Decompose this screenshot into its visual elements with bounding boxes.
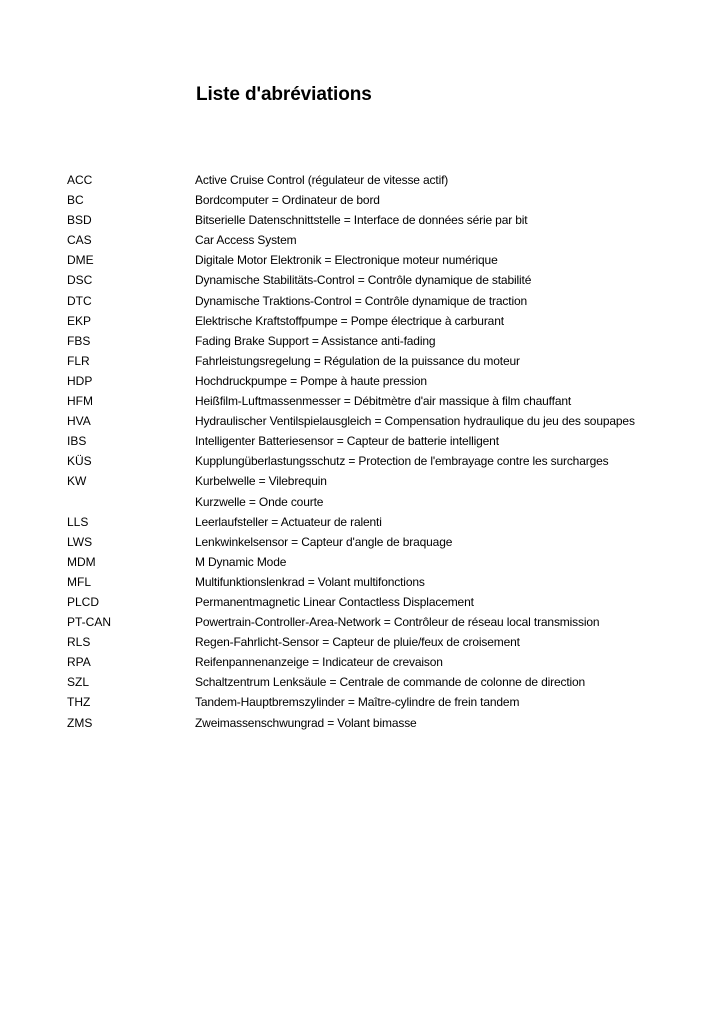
- abbreviation-definition: Permanentmagnetic Linear Contactless Displacement: [195, 594, 474, 609]
- abbreviation-code: FLR: [67, 353, 90, 368]
- abbreviation-row: [0, 532, 724, 552]
- abbreviation-code: BC: [67, 193, 84, 208]
- abbreviation-row: [0, 170, 724, 190]
- abbreviation-definition: Zweimassenschwungrad = Volant bimasse: [195, 715, 417, 730]
- abbreviation-code: KÜS: [67, 454, 92, 469]
- abbreviation-code: MFL: [67, 574, 91, 589]
- abbreviation-definition: Lenkwinkelsensor = Capteur d'angle de braquage: [195, 534, 453, 549]
- abbreviation-definition: Hochdruckpumpe = Pompe à haute pression: [195, 373, 427, 388]
- abbreviation-definition: Regen-Fahrlicht-Sensor = Capteur de pluie/feux de croisement: [195, 635, 520, 650]
- abbreviation-definition: Fahrleistungsregelung = Régulation de la puissance du moteur: [195, 353, 520, 368]
- abbreviation-row: [0, 371, 724, 391]
- abbreviation-code: SZL: [67, 675, 90, 690]
- abbreviation-definition: M Dynamic Mode: [195, 554, 287, 569]
- abbreviation-definition: Active Cruise Control (régulateur de vitesse actif): [195, 173, 449, 187]
- abbreviation-code: RLS: [67, 635, 91, 650]
- abbreviation-row: [0, 492, 724, 512]
- abbreviation-code: DME: [67, 253, 94, 268]
- abbreviation-code: FBS: [67, 333, 91, 348]
- abbreviation-code: HFM: [67, 394, 93, 409]
- abbreviation-row: [0, 331, 724, 351]
- abbreviation-row: [0, 451, 724, 471]
- abbreviation-code: KW: [67, 474, 87, 489]
- abbreviation-row: [0, 411, 724, 431]
- abbreviation-row: [0, 713, 724, 733]
- abbreviation-row: [0, 592, 724, 612]
- abbreviation-row: [0, 250, 724, 270]
- abbreviation-definition: Leerlaufsteller = Actuateur de ralenti: [195, 514, 382, 529]
- abbreviation-code: PLCD: [67, 594, 100, 609]
- abbreviation-definition: Dynamische Traktions-Control = Contrôle dynamique de traction: [195, 293, 528, 308]
- abbreviation-definition: Fading Brake Support = Assistance anti-fading: [195, 333, 436, 348]
- abbreviation-row: [0, 512, 724, 532]
- page-title: Liste d'abréviations: [196, 84, 372, 105]
- abbreviation-definition: Tandem-Hauptbremszylinder = Maître-cylindre de frein tandem: [195, 695, 520, 710]
- abbreviation-row: [0, 230, 724, 250]
- abbreviation-definition: Digitale Motor Elektronik = Electronique moteur numérique: [195, 253, 498, 268]
- abbreviation-row: [0, 652, 724, 672]
- abbreviation-code: DTC: [67, 293, 92, 308]
- abbreviation-code: RPA: [67, 655, 91, 670]
- abbreviation-code: DSC: [67, 273, 93, 288]
- abbreviation-code: EKP: [67, 313, 92, 328]
- abbreviation-row: [0, 632, 724, 652]
- abbreviation-definition: Bordcomputer = Ordinateur de bord: [195, 193, 380, 208]
- abbreviation-code: ZMS: [67, 715, 93, 730]
- abbreviation-row: [0, 471, 724, 491]
- abbreviation-row: [0, 270, 724, 290]
- abbreviation-code: THZ: [67, 695, 91, 710]
- abbreviation-definition: Intelligenter Batteriesensor = Capteur de batterie intelligent: [195, 434, 499, 449]
- abbreviation-row: [0, 612, 724, 632]
- abbreviation-definition: Kurzwelle = Onde courte: [195, 494, 324, 509]
- abbreviation-definition: Reifenpannenanzeige = Indicateur de crevaison: [195, 655, 443, 670]
- abbreviation-code: HVA: [67, 414, 91, 429]
- abbreviation-code: HDP: [67, 373, 93, 388]
- abbreviation-definition: Schaltzentrum Lenksäule = Centrale de commande de colonne de direction: [195, 675, 586, 690]
- abbreviation-list: [0, 170, 724, 733]
- abbreviation-row: [0, 210, 724, 230]
- abbreviation-code: PT-CAN: [67, 615, 112, 630]
- abbreviation-code: BSD: [67, 213, 92, 228]
- abbreviation-definition: Car Access System: [195, 233, 297, 248]
- abbreviation-code: LLS: [67, 514, 89, 529]
- abbreviation-definition: Bitserielle Datenschnittstelle = Interface de données série par bit: [195, 213, 528, 228]
- abbreviation-row: [0, 311, 724, 331]
- abbreviation-code: CAS: [67, 233, 92, 248]
- abbreviation-definition: Kupplungüberlastungsschutz = Protection de l'embrayage contre les surcharges: [195, 454, 609, 469]
- abbreviation-definition: Elektrische Kraftstoffpumpe = Pompe électrique à carburant: [195, 313, 504, 328]
- abbreviation-definition: Kurbelwelle = Vilebrequin: [195, 474, 327, 489]
- abbreviation-definition: Multifunktionslenkrad = Volant multifonctions: [195, 574, 425, 589]
- abbreviation-row: [0, 190, 724, 210]
- abbreviation-definition: Dynamische Stabilitäts-Control = Contrôle dynamique de stabilité: [195, 273, 532, 288]
- abbreviation-definition: Hydraulischer Ventilspielausgleich = Compensation hydraulique du jeu des soupapes: [195, 414, 635, 429]
- abbreviation-definition: Powertrain-Controller-Area-Network = Contrôleur de réseau local transmission: [195, 615, 600, 630]
- abbreviation-row: [0, 572, 724, 592]
- abbreviation-code: LWS: [67, 534, 93, 549]
- abbreviation-row: [0, 552, 724, 572]
- abbreviation-code: IBS: [67, 434, 87, 449]
- abbreviation-row: [0, 291, 724, 311]
- abbreviation-definition: Heißfilm-Luftmassenmesser = Débitmètre d'air massique à film chauffant: [195, 394, 572, 409]
- abbreviation-code: MDM: [67, 554, 96, 569]
- abbreviation-row: [0, 351, 724, 371]
- abbreviation-row: [0, 391, 724, 411]
- abbreviation-code: ACC: [67, 173, 93, 187]
- abbreviation-row: [0, 672, 724, 692]
- abbreviation-row: [0, 431, 724, 451]
- abbreviation-row: [0, 692, 724, 712]
